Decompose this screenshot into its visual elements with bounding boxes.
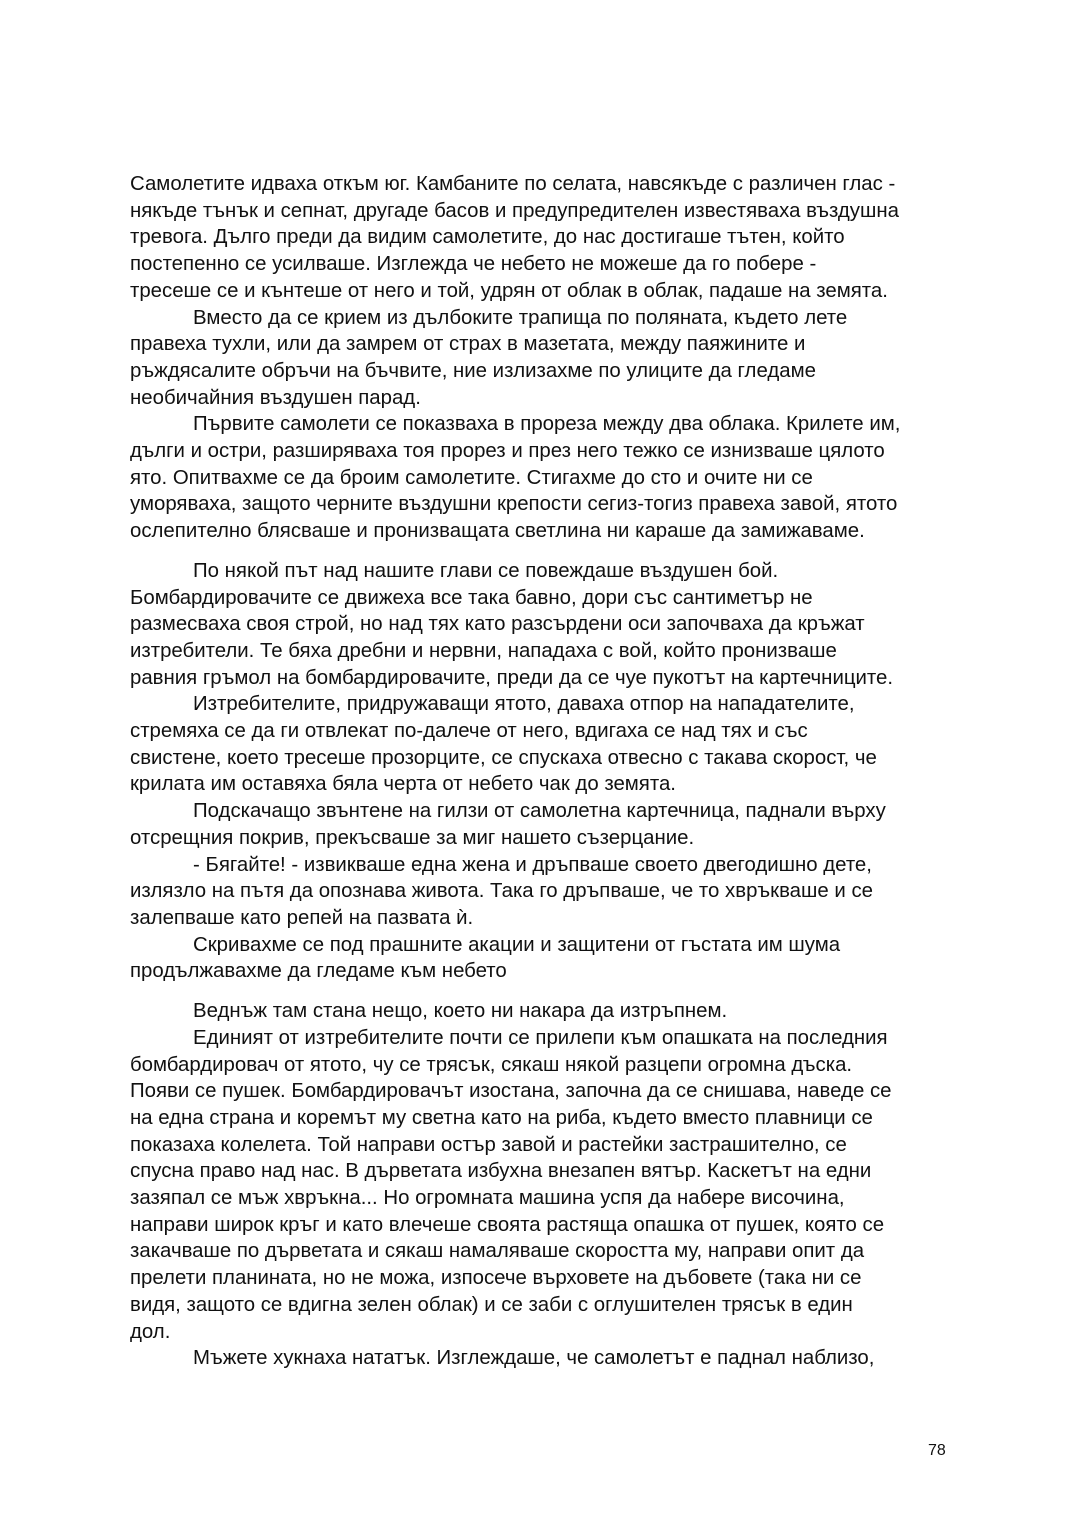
text-line: някъде тънък и сепнат, другаде басов и предупредителен известяваха въздушна: [130, 199, 899, 222]
paragraph-5: [130, 691, 960, 798]
text-line: Подскачащо звънтене на гилзи от самолетна картечница, паднали върху: [193, 800, 886, 823]
text-line: направи широк кръг и като влечеше своята растяща опашка от пушек, която се: [130, 1213, 885, 1236]
text-line: зазяпал се мъж хвръкна... Но огромната машина успя да набере височина,: [130, 1187, 845, 1210]
text-line: Скривахме се под прашните акации и защитени от гъстата им шума: [193, 933, 841, 956]
paragraph-1: [130, 171, 960, 305]
text-line: излязло на пътя да опознава живота. Така го дръпваше, че то хвръкваше и се: [130, 880, 873, 903]
text-line: Веднъж там стана нещо, което ни накара да изтръпнем.: [193, 1000, 728, 1023]
text-line: размесваха своя строй, но над тях като разсърдени оси започваха да кръжат: [130, 613, 865, 636]
paragraph-4: [130, 558, 960, 692]
text-line: изтребители. Те бяха дребни и нервни, нападаха с вой, който пронизваше: [130, 639, 837, 662]
text-line: прелети планината, но не можа, изпосече върховете на дъбовете (така ни се: [130, 1267, 862, 1290]
text-line: видя, защото се вдигна зелен облак) и се заби с оглушителен трясък в един: [130, 1293, 853, 1316]
text-line: Изтребителите, придружаващи ятото, даваха отпор на нападателите,: [193, 693, 855, 716]
text-line: залепваше като репей на пазвата ѝ.: [130, 906, 474, 929]
section-break: [130, 985, 960, 998]
text-line: Единият от изтребителите почти се прилепи към опашката на последния: [193, 1026, 888, 1049]
text-line: свистене, което тресеше прозорците, се спускаха отвесно с такава скорост, че: [130, 746, 877, 769]
text-line: крилата им оставяха бяла черта от небето чак до земята.: [130, 773, 676, 796]
text-line: Мъжете хукнаха нататък. Изглеждаше, че самолетът е паднал наблизо,: [193, 1347, 875, 1370]
text-line: равния гръмол на бомбардировачите, преди да се чуе пукотът на картечниците.: [130, 666, 894, 689]
text-line: ято. Опитвахме се да броим самолетите. Стигахме до сто и очите ни се: [130, 466, 813, 489]
paragraph-8: [130, 932, 960, 985]
text-line: ръждясалите обръчи на бъчвите, ние излизахме по улиците да гледаме: [130, 359, 816, 382]
body-text: [130, 171, 960, 1372]
text-line: показаха колелета. Той направи остър завой и растейки застрашително, се: [130, 1133, 847, 1156]
section-break: [130, 545, 960, 558]
text-line: Бомбардировачите се движеха все така бавно, дори със сантиметър не: [130, 586, 813, 609]
text-line: необичайния въздушен парад.: [130, 386, 421, 409]
text-line: уморяваха, защото черните въздушни крепости сегиз-тогиз правеха завой, ятото: [130, 493, 898, 516]
text-line: тревога. Дълго преди да видим самолетите, до нас достигаше тътен, който: [130, 226, 845, 249]
text-line: тресеше се и кънтеше от него и той, удрян от облак в облак, падаше на земята.: [130, 279, 888, 302]
paragraph-9: [130, 998, 960, 1025]
text-line: дълги и остри, разширяваха тоя прорез и през него тежко се изнизваше цялото: [130, 440, 885, 463]
text-line: продължавахме да гледаме към небето: [130, 960, 507, 983]
text-line: ослепително блясваше и пронизващата светлина ни караше да замижаваме.: [130, 520, 865, 543]
page-number: 78: [928, 1442, 946, 1459]
text-line: стремяха се да ги отвлекат по-далече от него, вдигаха се над тях и със: [130, 720, 808, 743]
paragraph-2: [130, 305, 960, 412]
paragraph-7: [130, 852, 960, 932]
text-line: дол.: [130, 1320, 171, 1343]
text-line: Първите самолети се показваха в прореза между два облака. Крилете им,: [193, 413, 901, 436]
text-line: спусна право над нас. В дърветата избухна внезапен вятър. Каскетът на едни: [130, 1160, 872, 1183]
text-line: Самолетите идваха откъм юг. Камбаните по селата, навсякъде с различен глас -: [130, 173, 896, 195]
text-line: Вместо да се крием из дълбоките трапища по поляната, където лете: [193, 306, 848, 329]
text-line: на една страна и коремът му светна като на риба, където вместо плавници се: [130, 1106, 873, 1129]
paragraph-10: [130, 1025, 960, 1345]
paragraph-3: [130, 411, 960, 545]
text-line: отсрещния покрив, прекъсваше за миг нашето съзерцание.: [130, 826, 695, 849]
text-line: Появи се пушек. Бомбардировачът изостана, започна да се снишава, наведе се: [130, 1080, 892, 1103]
paragraph-6: [130, 798, 960, 851]
paragraph-11: [130, 1345, 960, 1372]
text-line: - Бягайте! - извикваше една жена и дръпваше своето двегодишно дете,: [193, 853, 872, 876]
text-line: правеха тухли, или да замрем от страх в мазетата, между паяжините и: [130, 333, 806, 356]
text-line: постепенно се усилваше. Изглежда че небето не можеше да го побере -: [130, 253, 817, 276]
text-line: бомбардировач от ятото, чу се трясък, сякаш някой разцепи огромна дъска.: [130, 1053, 853, 1076]
text-line: По някой път над нашите глави се повеждаше въздушен бой.: [193, 559, 779, 582]
text-line: закачваше по дърветата и сякаш намаляваше скоростта му, направи опит да: [130, 1240, 865, 1263]
